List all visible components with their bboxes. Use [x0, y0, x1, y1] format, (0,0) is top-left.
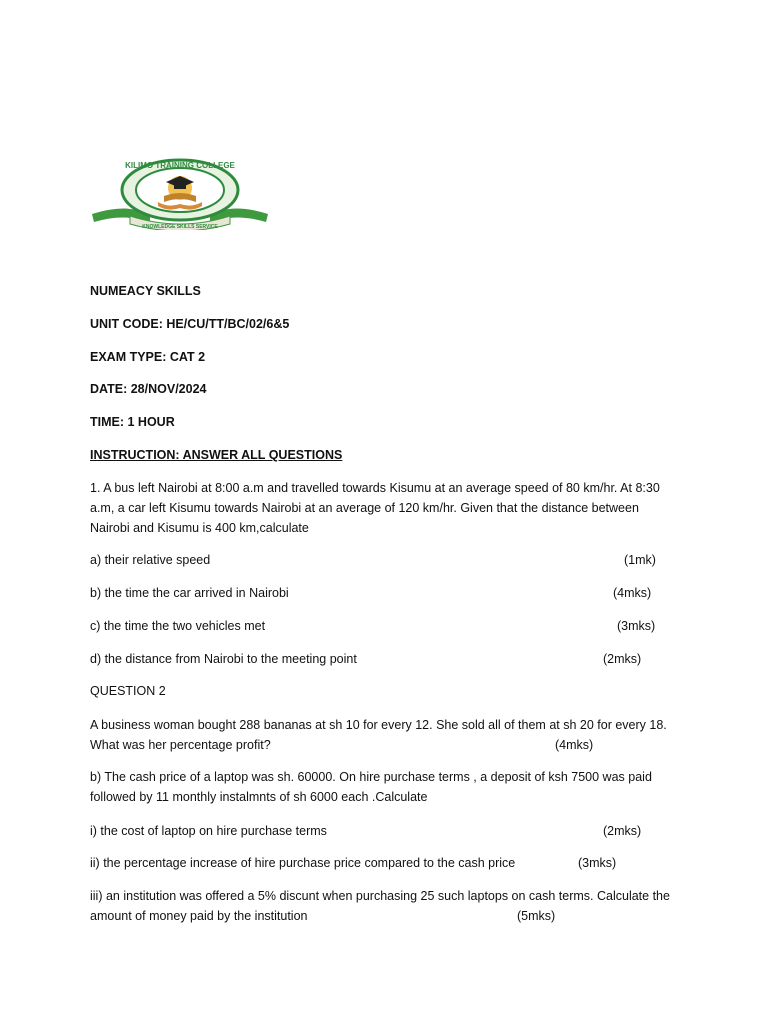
question-2b-iii-line1: iii) an institution was offered a 5% discunt when purchasing 25 such laptops on cash terms. Calculate the — [90, 889, 670, 903]
college-logo — [90, 158, 270, 230]
question-1c: c) the time the two vehicles met — [90, 619, 266, 633]
instruction: INSTRUCTION: ANSWER ALL QUESTIONS — [90, 448, 343, 462]
question-2b-ii: ii) the percentage increase of hire purchase price compared to the cash price — [90, 856, 516, 870]
question-2b-stem: b) The cash price of a laptop was sh. 60000. On hire purchase terms , a deposit of ksh 7500 was paid followed by 11 monthly instalmnts of sh 6000 each .Calculate — [90, 770, 652, 804]
question-2b-i-marks: (2mks) — [603, 824, 642, 838]
question-1a: a) their relative speed — [90, 553, 211, 567]
question-1b: b) the time the car arrived in Nairobi — [90, 586, 289, 600]
question-2a-marks: (4mks) — [555, 738, 594, 752]
svg-text:KILIMO TRAINING COLLEGE: KILIMO TRAINING COLLEGE — [125, 161, 235, 170]
question-1d-marks: (2mks) — [603, 652, 642, 666]
question-2b-iii-marks: (5mks) — [517, 909, 556, 923]
question-2a-line2: What was her percentage profit? — [90, 738, 271, 752]
question-1b-marks: (4mks) — [613, 586, 652, 600]
question-1d: d) the distance from Nairobi to the meeting point — [90, 652, 357, 666]
unit-title: NUMEACY SKILLS — [90, 284, 201, 298]
question-2a-line1: A business woman bought 288 bananas at sh 10 for every 12. She sold all of them at sh 20 for every 18. — [90, 718, 667, 732]
question-1a-marks: (1mk) — [624, 553, 656, 567]
question-2b-iii-line2: amount of money paid by the institution — [90, 909, 308, 923]
exam-time: TIME: 1 HOUR — [90, 415, 175, 429]
question-1c-marks: (3mks) — [617, 619, 656, 633]
question-2b-i: i) the cost of laptop on hire purchase terms — [90, 824, 327, 838]
exam-date: DATE: 28/NOV/2024 — [90, 382, 207, 396]
question-2-heading: QUESTION 2 — [90, 684, 166, 698]
svg-text:KNOWLEDGE SKILLS SERVICE: KNOWLEDGE SKILLS SERVICE — [142, 224, 218, 230]
question-2b-ii-marks: (3mks) — [578, 856, 617, 870]
unit-code: UNIT CODE: HE/CU/TT/BC/02/6&5 — [90, 317, 290, 331]
question-1-stem: 1. A bus left Nairobi at 8:00 a.m and travelled towards Kisumu at an average speed of 80 km/hr. At 8:30 a.m, a car left Kisumu towards Nairobi at an average of 120 km/hr. Given that the distance between Nairobi and Kisumu is 400 km,calculate — [90, 481, 660, 535]
exam-type: EXAM TYPE: CAT 2 — [90, 350, 206, 364]
